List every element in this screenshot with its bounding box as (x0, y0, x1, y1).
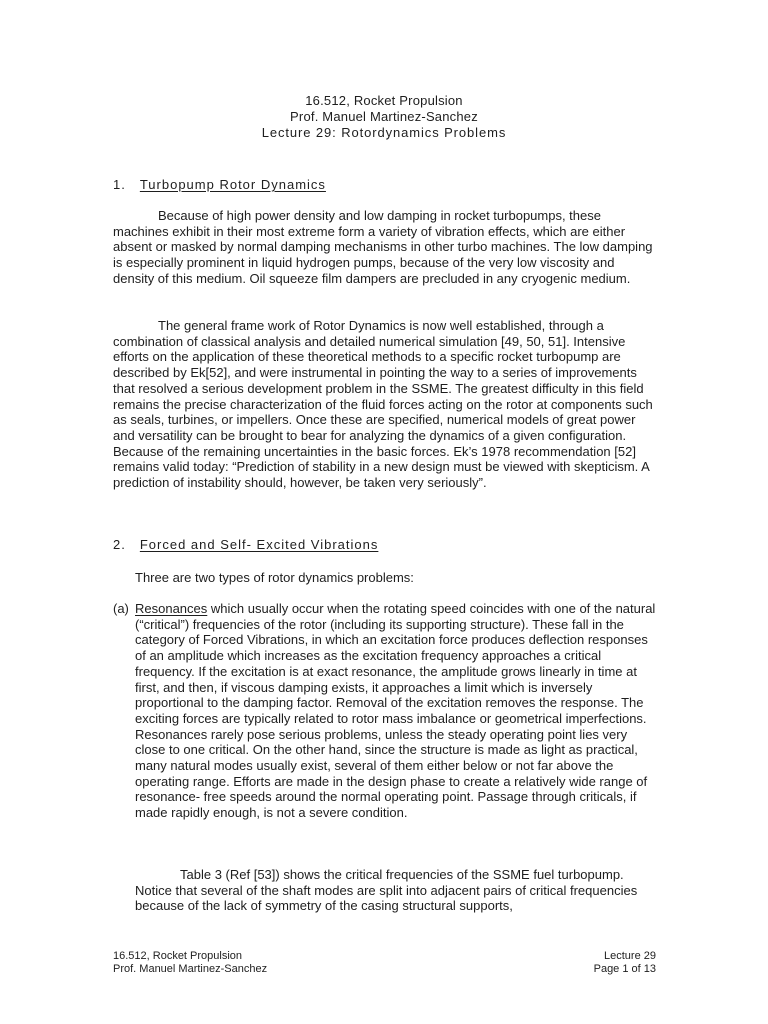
section-2-intro: Three are two types of rotor dynamics problems: (135, 570, 414, 585)
section-2-heading (113, 537, 378, 552)
section-1-title: Turbopump Rotor Dynamics (139, 177, 326, 192)
lecture-title: Lecture 29: Rotordynamics Problems (261, 125, 507, 140)
list-item-a-body (135, 601, 658, 821)
section-1-paragraph-1: Because of high power density and low damping in rocket turbopumps, these machines exhibit in their most extreme form a variety of vibration effects, which are either absent or masked by normal damping mechanisms in other turbo machines. The low damping is especially prominent in liquid hydrogen pumps, because of the very low viscosity and density of this medium. Oil squeeze film dampers are precluded in any cryogenic medium. (113, 208, 653, 286)
document-header (0, 93, 768, 141)
footer-page-number: Page 1 of 13 (593, 963, 656, 975)
resonances-term: Resonances (135, 601, 208, 616)
list-item-a-label: (a) (113, 601, 129, 616)
table-3-paragraph: Table 3 (Ref [53]) shows the critical frequencies of the SSME fuel turbopump. Notice that several of the shaft modes are split into adjacent pairs of critical frequencies because of the lack of symmetry of the casing structural supports, (135, 867, 638, 914)
section-1-number: 1. (113, 177, 126, 192)
section-1-heading (113, 177, 326, 192)
footer-right (594, 950, 656, 976)
section-1-paragraph-2: The general frame work of Rotor Dynamics is now well established, through a combination of classical analysis and detailed numerical simulation [49, 50, 51]. Intensive efforts on the application of these theoretical methods to a specific rocket turbopump are described by Ek[52], and were instrumental in pointing the way to a series of improvements that resolved a serious development problem in the SSME. The greatest difficulty in this field remains the precise characterization of the fluid forces acting on the rotor at components such as seals, turbines, or impellers. Once these are specified, numerical models of great power and versatility can be brought to bear for analyzing the dynamics of a given configuration. Because of the remaining uncertainties in the basic forces. Ek’s 1978 recommendation [52] remains valid today: “Prediction of stability in a new design must be viewed with skepticism. A prediction of instability should, however, be taken very seriously”. (113, 318, 653, 491)
course-title: 16.512, Rocket Propulsion (305, 93, 463, 108)
section-2-title: Forced and Self- Excited Vibrations (139, 537, 379, 552)
section-2-number: 2. (113, 537, 126, 552)
footer-professor: Prof. Manuel Martinez-Sanchez (113, 963, 268, 975)
footer-course: 16.512, Rocket Propulsion (113, 950, 243, 962)
footer-left (113, 950, 267, 976)
list-item-a-text: which usually occur when the rotating speed coincides with one of the natural (“critical”) frequencies of the rotor (including its supporting structure). These fall in the category of Forced Vibrations, in which an excitation force produces deflection responses of an amplitude which increases as the excitation frequency approaches a critical frequency. If the excitation is at exact resonance, the amplitude grows linearly in time at first, and then, if viscous damping exists, it approaches a limit which is inversely proportional to the damping factor. Removal of the excitation removes the response. The exciting forces are typically related to rotor mass imbalance or geometrical imperfections. Resonances rarely pose serious problems, unless the steady operating point lies very close to one critical. On the other hand, since the structure is made as light as practical, many natural modes usually exist, several of them either below or not far above the operating range. Efforts are made in the design phase to create a relatively wide range of resonance- free speeds around the normal operating point. Passage through criticals, if made rapidly enough, is not a severe condition. (135, 601, 656, 821)
professor-name: Prof. Manuel Martinez-Sanchez (290, 109, 478, 124)
list-item-a (113, 601, 658, 821)
footer-lecture: Lecture 29 (604, 950, 656, 962)
